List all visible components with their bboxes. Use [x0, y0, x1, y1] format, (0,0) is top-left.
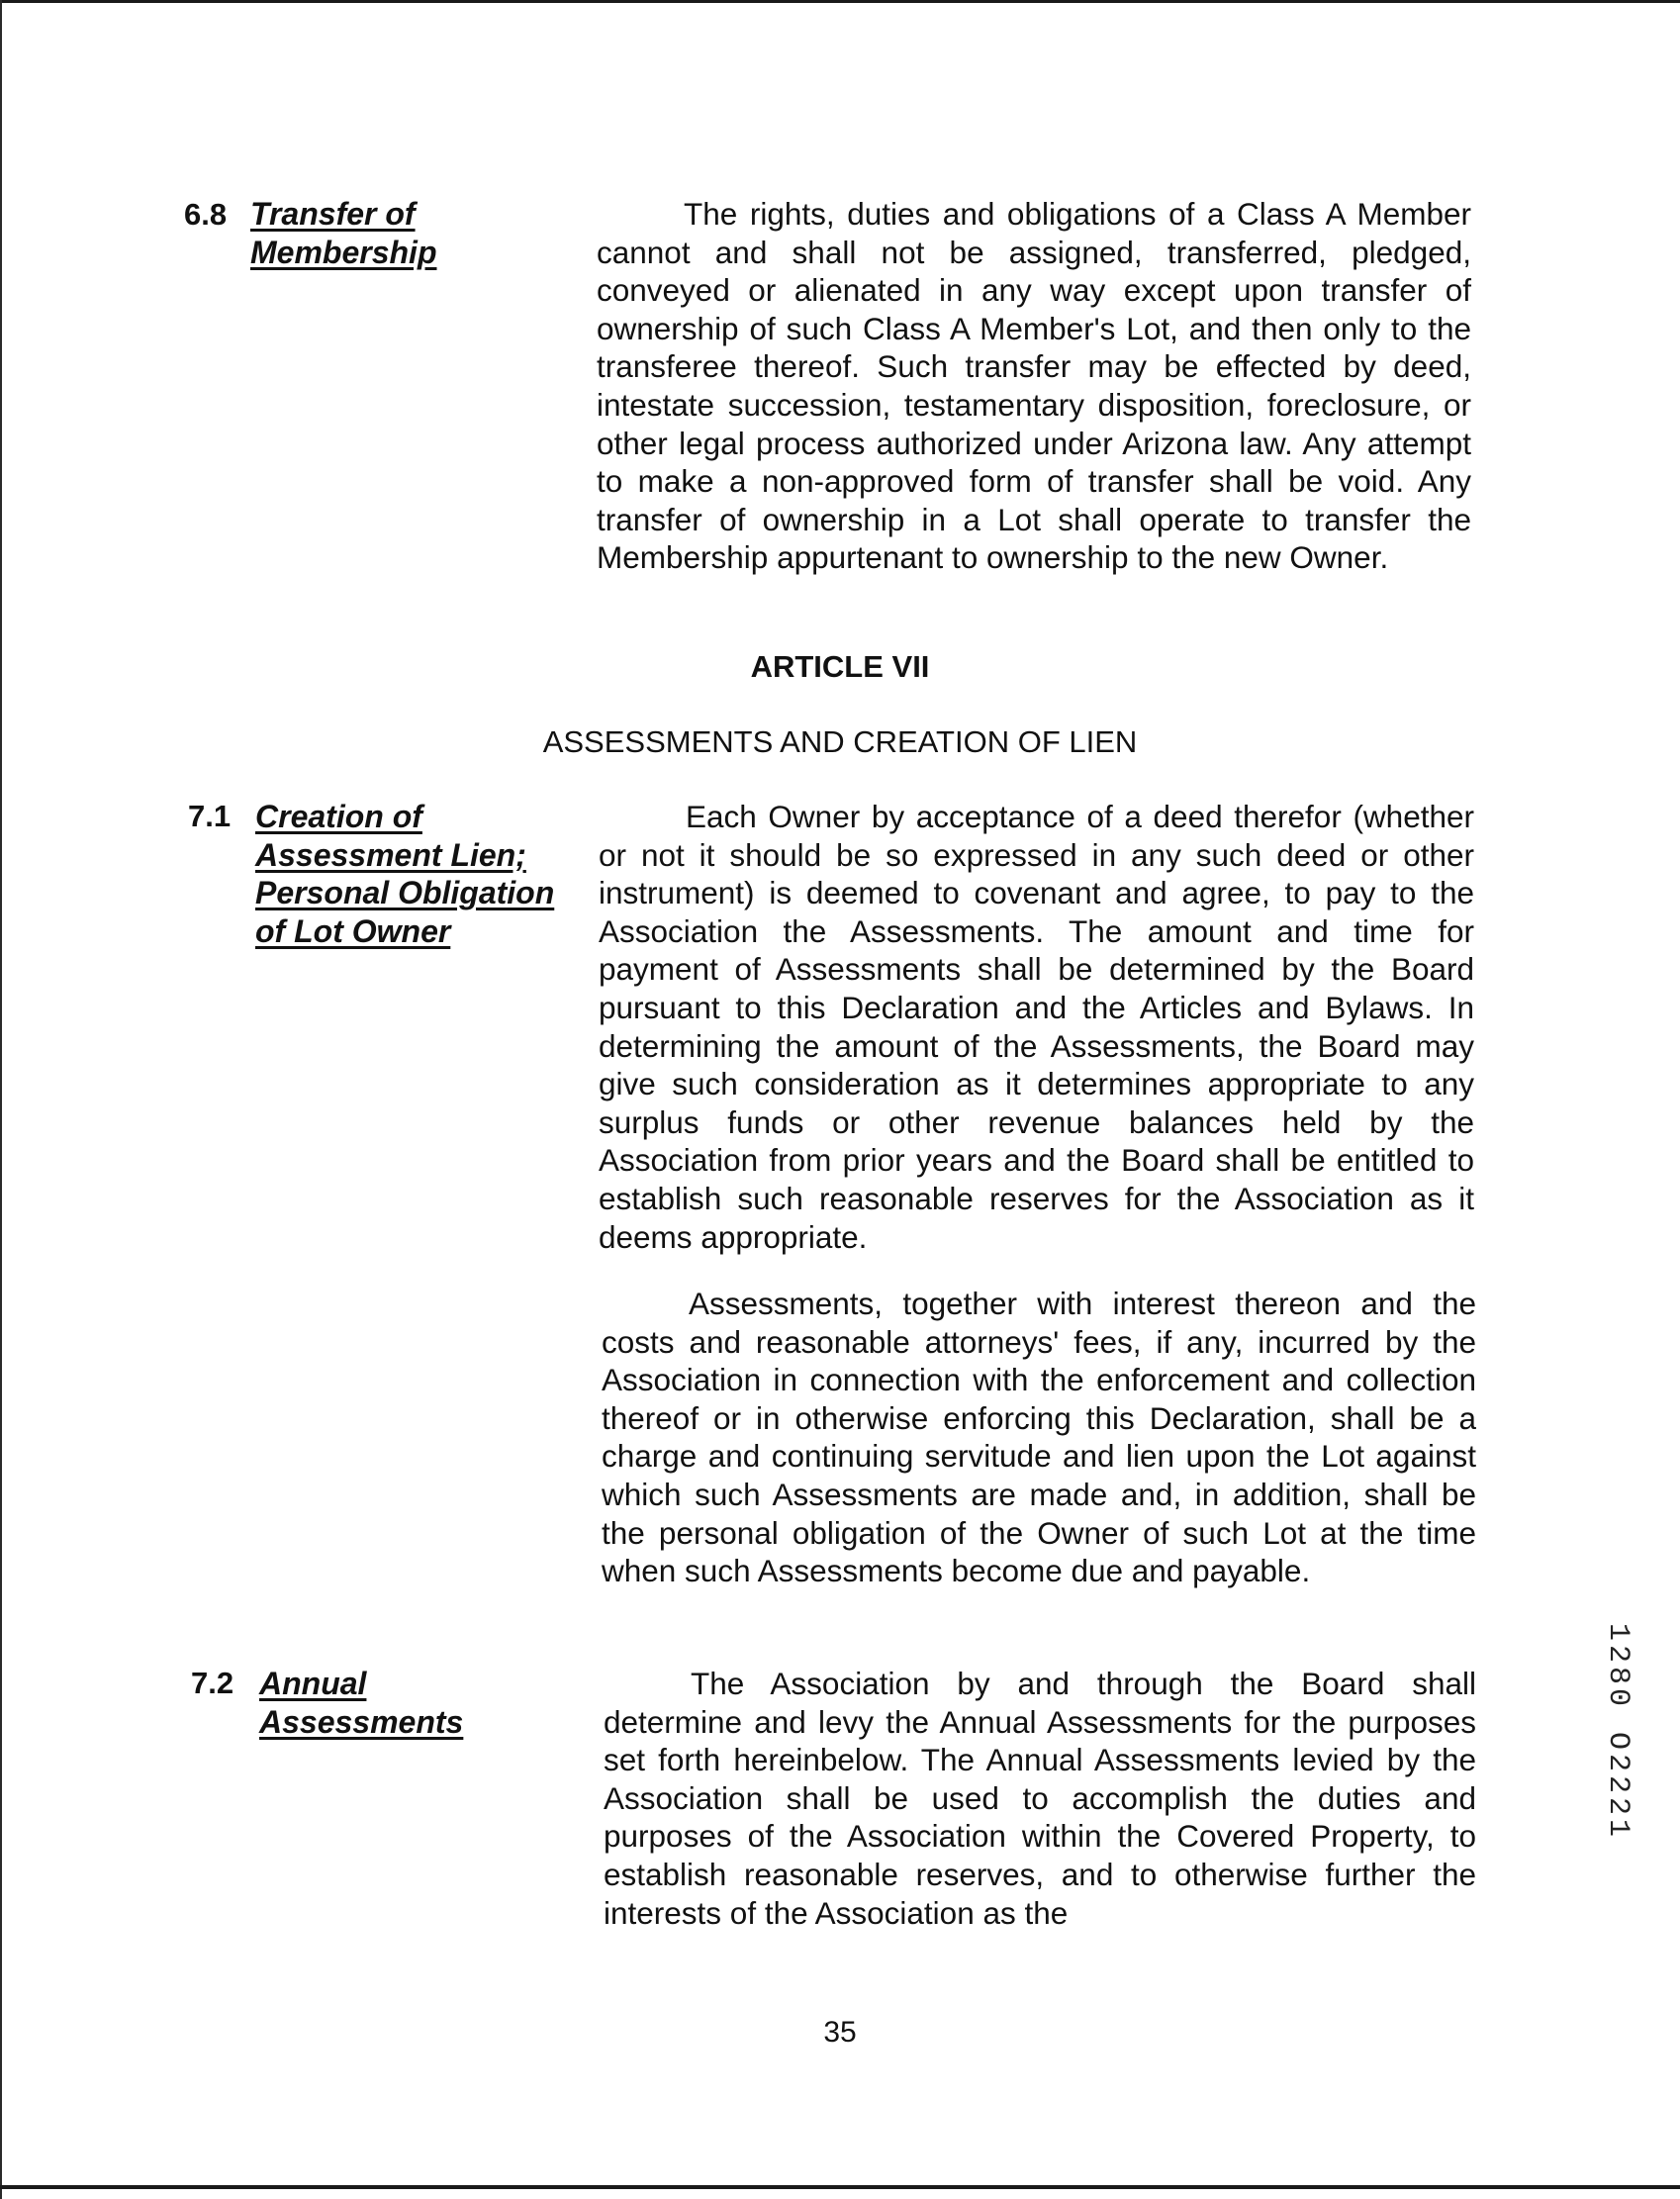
section-title: Transfer of Membership [250, 196, 437, 270]
section-title: Annual Assessments [259, 1666, 464, 1740]
section-paragraph: Each Owner by acceptance of a deed therefor (whether or not it should be so expressed in any such deed or other instrument) is deemed to covenant and agree, to pay to the Association the Assessments. The amount and time for payment of Assessments shall be determined by the Board pursuant to this Declaration and the Articles and Bylaws. In determining the amount of the Assessments, the Board may give such consideration as it determines appropriate to any surplus funds or other revenue balances held by the Association from prior years and the Board shall be entitled to establish such reasonable reserves for the Association as it deems appropriate. [599, 799, 1474, 1255]
section-number: 7.2 [191, 1666, 234, 1700]
recording-stamp-text: 1280 O2221 [1601, 1622, 1634, 1842]
left-scan-edge [0, 0, 2, 2199]
section-number: 6.8 [184, 197, 228, 232]
article-subheading: ASSESSMENTS AND CREATION OF LIEN [542, 724, 1138, 759]
article-heading: ARTICLE VII [750, 649, 930, 684]
section-paragraph: The Association by and through the Board shall determine and levy the Annual Assessments for the purposes set forth hereinbelow. The Annual Assessments levied by the Association shall be used to accomplish the duties and purposes of the Association within the Covered Property, to establish reasonable reserves, and to otherwise further the interests of the Association as the [604, 1666, 1476, 1931]
section-paragraph: Assessments, together with interest thereon and the costs and reasonable attorneys' fees, if any, incurred by the Association in connection with the enforcement and collection thereof or in otherwise enforcing this Declaration, shall be a charge and continuing servitude and lien upon the Lot against which such Assessments are made and, in addition, shall be the personal obligation of the Owner of such Lot at the time when such Assessments become due and payable. [602, 1286, 1476, 1589]
recording-stamp [1600, 1599, 1635, 1864]
section-title: Creation of Assessment Lien; Personal Obligation of Lot Owner [255, 799, 555, 949]
bottom-border-line [0, 2185, 1680, 2189]
section-number: 7.1 [188, 799, 232, 833]
top-border-line [0, 0, 1680, 3]
section-paragraph: The rights, duties and obligations of a Class A Member cannot and shall not be assigned, transferred, pledged, conveyed or alienated in any way except upon transfer of ownership of such Class A Member's Lot, and then only to the transferee thereof. Such transfer may be effected by deed, intestate succession, testamentary disposition, foreclosure, or other legal process authorized under Arizona law. Any attempt to make a non-approved form of transfer shall be void. Any transfer of ownership in a Lot shall operate to transfer the Membership appurtenant to ownership to the new Owner. [597, 196, 1471, 576]
page-number: 35 [823, 2016, 857, 2049]
